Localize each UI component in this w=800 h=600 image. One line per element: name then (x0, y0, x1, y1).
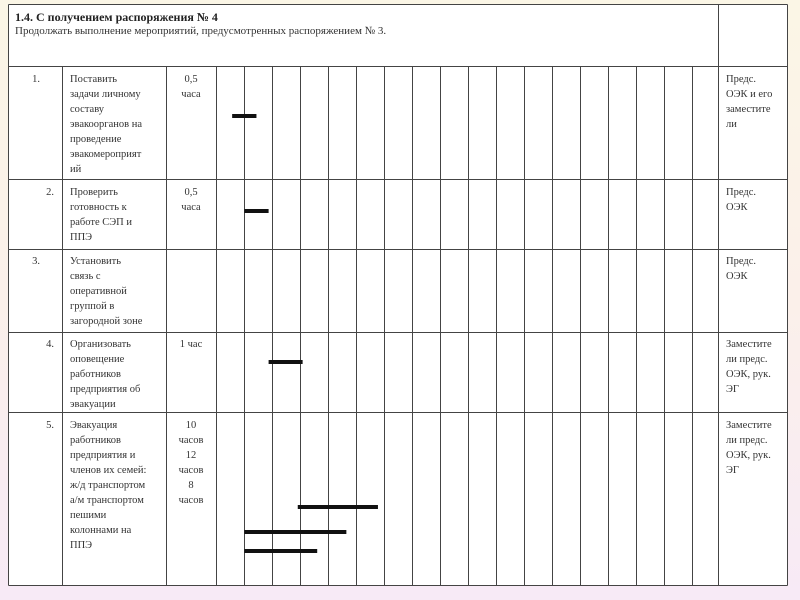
task-description: Эвакуация работников предприятия и членов их семей: ж/д транспортом а/м транспортом пешими колоннами на ППЭ (70, 420, 147, 551)
responsible-persons: Предс. ОЭК и его заместите ли (726, 74, 773, 130)
gantt-bar (244, 549, 317, 553)
responsible-persons: Предс. ОЭК (726, 187, 756, 213)
section-title: 1.4. С получением распоряжения № 4 (15, 10, 218, 24)
task-duration: 0,5 часа (181, 74, 201, 100)
gantt-bar (244, 209, 268, 213)
task-description: Организовать оповещение работников предприятия об эвакуации (70, 339, 141, 410)
task-duration: 0,5 часа (181, 187, 201, 213)
gantt-bar (244, 530, 346, 534)
row-number: 2. (46, 187, 54, 198)
row-number: 1. (32, 74, 40, 85)
task-description: Установить связь с оперативной группой в загородной зоне (70, 256, 143, 327)
task-description: Проверить готовность к работе СЭП и ППЭ (70, 187, 133, 243)
responsible-persons: Заместите ли предс. ОЭК, рук. ЭГ (726, 420, 772, 476)
section-subtitle: Продолжать выполнение мероприятий, предусмотренных распоряжением № 3. (15, 25, 387, 37)
gantt-bar (269, 360, 303, 364)
row-number: 3. (32, 256, 40, 267)
responsible-persons: Предс. ОЭК (726, 256, 756, 282)
gantt-bar (298, 505, 378, 509)
task-duration: 10 часов 12 часов 8 часов (178, 420, 204, 506)
task-duration: 1 час (179, 339, 203, 350)
gantt-bar (232, 114, 256, 118)
task-description: Поставить задачи личному составу эвакоорганов на проведение эвакомероприят ий (70, 74, 143, 175)
row-number: 4. (46, 339, 54, 350)
responsible-persons: Заместите ли предс. ОЭК, рук. ЭГ (726, 339, 772, 395)
row-number: 5. (46, 420, 54, 431)
schedule-sheet (8, 4, 788, 586)
